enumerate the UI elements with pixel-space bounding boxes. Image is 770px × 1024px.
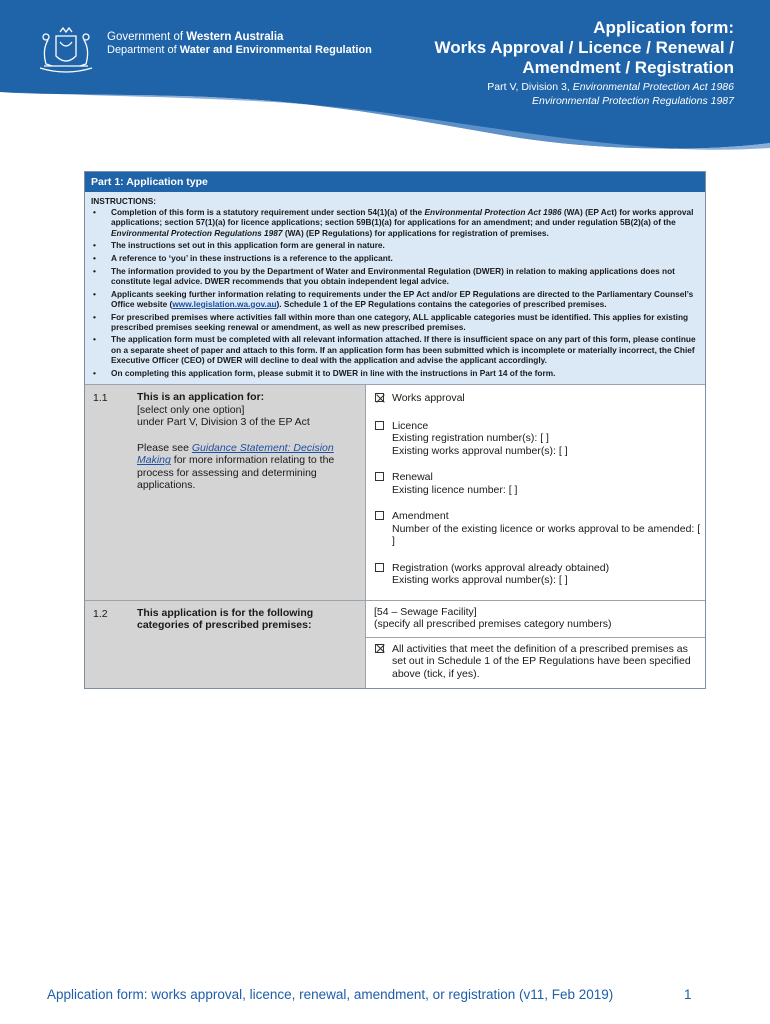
question-1-2-row: [85, 600, 705, 689]
instruction-item: • The instructions set out in this application form are general in nature.: [91, 240, 699, 250]
confirm-label: All activities that meet the definition of a prescribed premises as set out in Schedule 1 of the EP Regulations have been specified above (tick, if yes).: [392, 642, 691, 680]
instruction-item: • A reference to ‘you’ in these instructions is a reference to the applicant.: [91, 253, 699, 263]
instruction-item: [91, 289, 699, 309]
option-licence[interactable]: [366, 420, 705, 458]
instruction-regs: Environmental Protection Regulations 1987: [111, 227, 283, 238]
instruction-item: • On completing this application form, please submit it to DWER in line with the instructions in Part 14 of the form.: [91, 368, 699, 378]
subtitle-act: Environmental Protection Act 1986: [572, 81, 734, 93]
dept-prefix: Department of: [107, 44, 180, 56]
category-input[interactable]: [54 – Sewage Facility]: [374, 605, 477, 618]
question-title: This application is for the following categories of prescribed premises:: [137, 606, 314, 632]
form-subtitle: [487, 80, 734, 108]
header-banner: [0, 0, 770, 160]
question-1-1-options: [365, 385, 705, 600]
title-line-1: Application form:: [593, 18, 734, 37]
question-1-1-label: [137, 391, 357, 492]
government-branding: [107, 31, 372, 57]
part-heading: Part 1: Application type: [85, 172, 705, 192]
existing-number-field[interactable]: Number of the existing licence or works approval to be amended: [ ]: [392, 522, 701, 548]
question-1-1-label-cell: [85, 385, 365, 600]
instruction-item: [91, 207, 699, 238]
question-1-1-row: [85, 384, 705, 600]
checkbox[interactable]: [375, 563, 384, 572]
subtitle-prefix: Part V, Division 3,: [487, 81, 573, 93]
checkbox[interactable]: [375, 472, 384, 481]
option-label: Works approval: [392, 392, 465, 405]
question-1-2-label: [137, 607, 335, 632]
instruction-item: • The application form must be completed with all relevant information attached. If there is insufficient space on any part of this form, please continue on a separate sheet of paper and attach to this form. If an application form has been submitted which is incomplete or materially incorrect, the Chief Executive Officer (CEO) of DWER will decline to deal with the application and advise the applicant accordingly.: [91, 334, 699, 365]
checkbox[interactable]: [375, 511, 384, 520]
works-approval-number-field[interactable]: Existing works approval number(s): [ ]: [392, 574, 568, 587]
part-1-form: [84, 171, 706, 689]
instruction-text: (WA) (EP Regulations) for applications for registration of premises.: [282, 227, 549, 238]
question-1-2-answers: [365, 601, 705, 689]
confirm-cell: [366, 637, 705, 689]
guidance-statement-link[interactable]: Guidance Statement: Decision Making: [137, 441, 334, 467]
gov-prefix: Government of: [107, 31, 187, 43]
option-label: Amendment: [392, 510, 449, 523]
option-label: Renewal: [392, 471, 433, 484]
question-hint: under Part V, Division 3 of the EP Act: [137, 416, 310, 429]
form-title: [435, 18, 734, 78]
title-line-2: Works Approval / Licence / Renewal /: [434, 38, 734, 57]
guidance-suffix: for more information relating to the process for assessing and determining applications.: [137, 454, 335, 492]
question-number: 1.2: [93, 607, 108, 620]
option-label: Registration (works approval already obtained): [392, 561, 610, 574]
instruction-item: • For prescribed premises where activities fall within more than one category, ALL applicable categories must be identified. This applies for existing prescribed premises seeking renewal or amendment, as well as new prescribed premises.: [91, 312, 699, 332]
option-works-approval[interactable]: [366, 392, 705, 405]
works-approval-number-field[interactable]: Existing works approval number(s): [ ]: [392, 444, 568, 457]
question-title: This is an application for:: [137, 391, 265, 404]
instruction-text: (WA) (EP Act) for works approval applications; section 57(1)(a) for licence applications; section 59B(1)(a) for applications for an amendment; and under regulation 5B(2)(a) of the: [111, 207, 694, 228]
guidance-note: [137, 442, 357, 492]
category-hint: (specify all prescribed premises category numbers): [374, 618, 612, 631]
dept-name: Water and Environmental Regulation: [179, 44, 372, 56]
instruction-text: Completion of this form is a statutory requirement under section 54(1)(a) of the: [111, 207, 425, 218]
instruction-text: Applicants seeking further information relating to requirements under the EP Act and/or EP Regulations are directed to the Parliamentary Counsel’s Office website (: [111, 288, 694, 309]
question-number: 1.1: [93, 392, 108, 405]
government-line: [107, 31, 372, 44]
confirm-option[interactable]: [374, 643, 697, 681]
checkbox[interactable]: [375, 421, 384, 430]
instruction-item: • The information provided to you by the Department of Water and Environmental Regulation (DWER) in relation to making applications does not constitute legal advice. DWER recommends that you obtain independent legal advice.: [91, 266, 699, 286]
checkbox-checked[interactable]: [375, 644, 384, 653]
instructions-panel: [85, 192, 705, 384]
department-line: [107, 44, 372, 57]
option-amendment[interactable]: [366, 510, 705, 548]
title-line-3: Amendment / Registration: [522, 58, 734, 77]
page-footer: Application form: works approval, licence, renewal, amendment, or registration (v11, Feb 2019): [47, 987, 614, 1002]
option-label: Licence: [392, 419, 429, 432]
category-cell[interactable]: [366, 601, 705, 637]
question-hint: [select only one option]: [137, 403, 245, 416]
registration-number-field[interactable]: Existing registration number(s): [ ]: [392, 432, 549, 445]
page-number: 1: [684, 987, 692, 1002]
question-1-2-label-cell: [85, 601, 365, 689]
checkbox-checked[interactable]: [375, 393, 384, 402]
option-renewal[interactable]: [366, 471, 705, 496]
guidance-prefix: Please see: [137, 441, 192, 454]
option-registration[interactable]: [366, 562, 705, 587]
instructions-heading: INSTRUCTIONS:: [91, 196, 156, 206]
licence-number-field[interactable]: Existing licence number: [ ]: [392, 483, 518, 496]
wa-coat-of-arms-logo: [30, 22, 102, 78]
gov-name: Western Australia: [186, 31, 284, 43]
instructions-list: [91, 207, 699, 378]
subtitle-regulations: Environmental Protection Regulations 1987: [532, 95, 734, 107]
instruction-text: ). Schedule 1 of the EP Regulations contains the categories of prescribed premises.: [276, 298, 607, 309]
instruction-act: Environmental Protection Act 1986: [424, 207, 562, 218]
legislation-link[interactable]: www.legislation.wa.gov.au: [172, 298, 277, 309]
